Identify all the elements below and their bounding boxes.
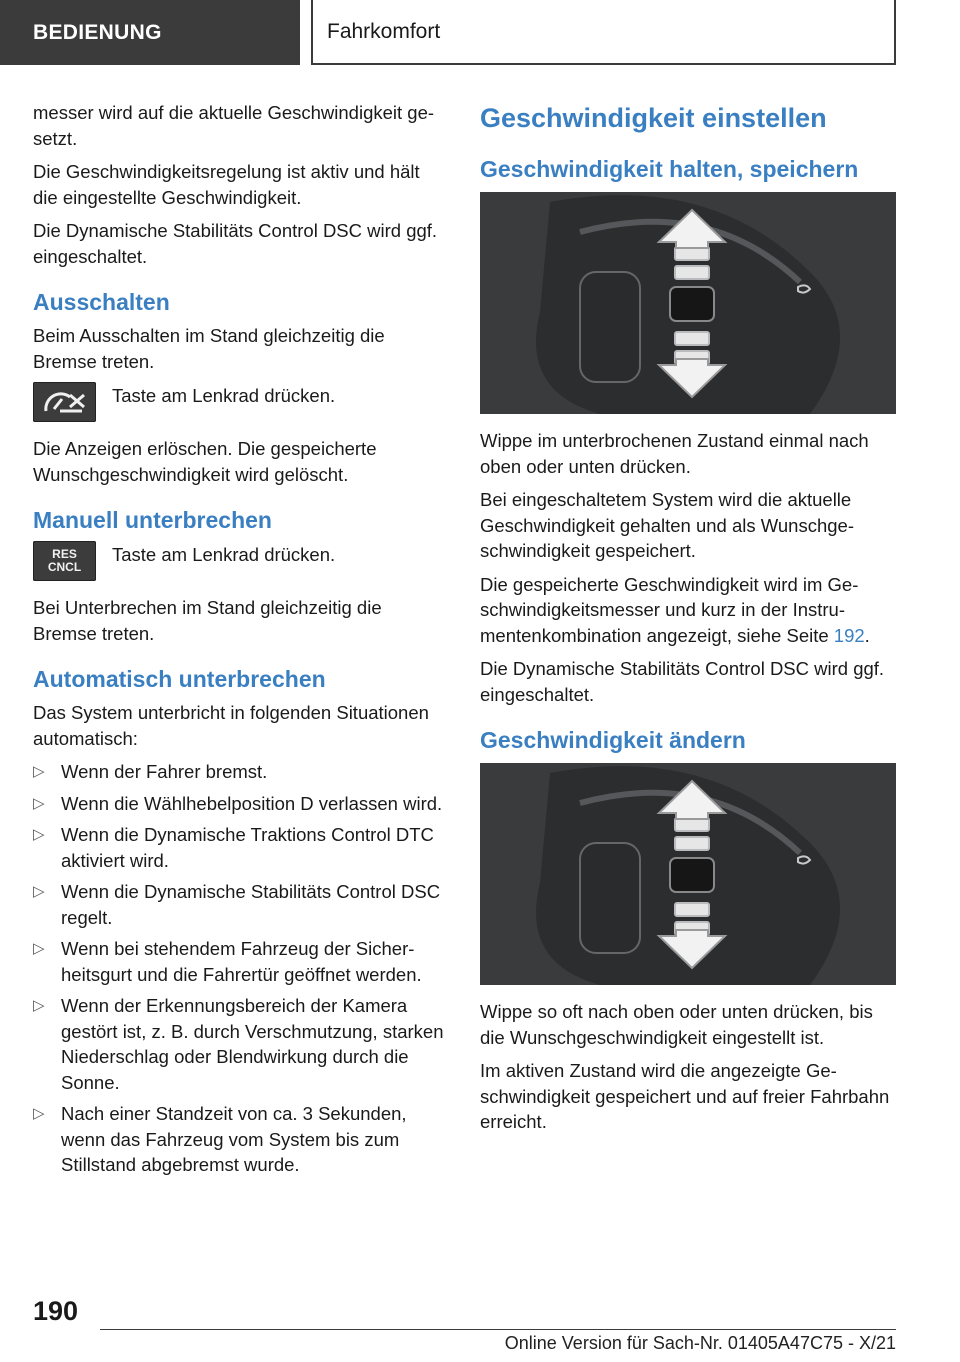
page-title: Geschwindigkeit einstellen <box>480 103 827 133</box>
bullet-triangle-icon: ▷ <box>33 794 45 812</box>
list-item-text: Wenn bei stehendem Fahrzeug der Sicherheitsgurt und die Fahrertür geöffnet werden. <box>61 938 422 985</box>
res-label: RES <box>52 547 77 561</box>
page-reference-link[interactable]: 192 <box>833 624 865 646</box>
cncl-label: CNCL <box>47 560 82 574</box>
chapter-header <box>311 0 896 65</box>
heading-halten: Geschwindigkeit halten, speichern <box>480 156 859 182</box>
list-item <box>33 759 446 785</box>
ausschalten-icon-row <box>33 382 446 422</box>
list-item-text: Wenn der Erkennungsbereich der Kamera gestört ist, z. B. durch Verschmutzung, starken Niederschlag oder Blendwirkung durch die Sonne. <box>61 995 444 1093</box>
manuell-icon-row <box>33 541 446 581</box>
heading-ausschalten: Ausschalten <box>33 289 170 315</box>
halten-paragraph-3-end: . <box>864 624 870 646</box>
footer-online-version: Online Version für Sach-Nr. 01405A47C75 - X/21 <box>504 1333 896 1353</box>
list-item <box>33 791 446 817</box>
ausschalten-icon-text: Taste am Lenkrad drücken. <box>112 385 336 406</box>
automatisch-paragraph-1: Das System unterbricht in folgenden Situationen automatisch: <box>33 702 429 749</box>
list-item <box>33 993 446 1095</box>
right-column <box>480 100 896 1143</box>
heading-aendern: Geschwindigkeit ändern <box>480 727 746 753</box>
list-item <box>33 936 446 987</box>
bullet-triangle-icon: ▷ <box>33 997 45 1014</box>
bullet-triangle-icon: ▷ <box>33 763 45 780</box>
list-item-text: Wenn die Wählhebelposition D verlassen wird. <box>61 792 443 814</box>
halten-paragraph-3-text: Die gespeicherte Geschwindigkeit wird im Geschwindigkeitsmesser und kurz in der Instrumentenkombination angezeigt, siehe Seite <box>480 573 859 646</box>
heading-automatisch: Automatisch unterbrechen <box>33 666 326 692</box>
list-item-text: Nach einer Standzeit von ca. 3 Sekunden, wenn das Fahrzeug vom System bis zum Stillstand abgebremst wurde. <box>61 1103 407 1175</box>
section-label: BEDIENUNG <box>33 20 162 44</box>
chapter-label: Fahrkomfort <box>327 19 441 43</box>
ausschalten-paragraph-1: Beim Ausschalten im Stand gleichzeitig die Bremse treten. <box>33 325 385 372</box>
list-item-text: Wenn die Dynamische Stabilitäts Control DSC regelt. <box>61 881 441 928</box>
section-tab <box>0 0 300 65</box>
bullet-triangle-icon: ▷ <box>33 883 45 900</box>
manuell-paragraph-1: Bei Unterbrechen im Stand gleichzeitig die Bremse treten. <box>33 597 382 644</box>
intro-paragraph-1: messer wird auf die aktuelle Geschwindigkeit gesetzt. <box>33 102 435 149</box>
ausschalten-paragraph-2: Die Anzeigen erlöschen. Die gespeicherte Wunschgeschwindigkeit wird gelöscht. <box>33 438 377 485</box>
bullet-triangle-icon: ▷ <box>33 826 45 843</box>
aendern-paragraph-1: Wippe so oft nach oben oder unten drücken, bis die Wunschgeschwindigkeit eingestellt ist. <box>480 1001 873 1048</box>
manuell-icon-text: Taste am Lenkrad drücken. <box>112 544 336 565</box>
list-item-text: Wenn der Fahrer bremst. <box>61 761 268 782</box>
halten-paragraph-1: Wippe im unterbrochenen Zustand einmal nach oben oder unten drücken. <box>480 430 869 477</box>
halten-paragraph-2: Bei eingeschaltetem System wird die aktuelle Geschwindigkeit gehalten und als Wunschgeschwindigkeit gespeichert. <box>480 489 855 561</box>
left-column <box>33 100 446 1184</box>
automatisch-list <box>33 759 446 1178</box>
list-item <box>33 879 446 930</box>
steering-wheel-rocker-image-2 <box>480 763 896 985</box>
bullet-triangle-icon: ▷ <box>33 940 45 957</box>
cruise-control-off-icon <box>33 382 96 422</box>
page-number: 190 <box>33 1296 79 1326</box>
halten-paragraph-4: Die Dynamische Stabilitäts Control DSC wird ggf. eingeschaltet. <box>480 658 885 705</box>
steering-wheel-rocker-image <box>480 192 896 414</box>
list-item <box>33 822 446 873</box>
list-item-text: Wenn die Dynamische Traktions Control DTC aktiviert wird. <box>61 824 434 871</box>
bullet-triangle-icon: ▷ <box>33 1105 45 1122</box>
heading-manuell: Manuell unterbrechen <box>33 507 272 533</box>
res-cncl-icon <box>33 541 96 581</box>
speedometer-cross-icon <box>40 387 90 417</box>
footer-divider <box>100 1329 896 1330</box>
aendern-paragraph-2: Im aktiven Zustand wird die angezeigte Geschwindigkeit gespeichert und auf freier Fahrbahn erreicht. <box>480 1060 890 1132</box>
halten-paragraph-3 <box>480 572 896 649</box>
intro-paragraph-3: Die Dynamische Stabilitäts Control DSC wird ggf. eingeschaltet. <box>33 220 438 267</box>
list-item <box>33 1101 446 1178</box>
intro-paragraph-2: Die Geschwindigkeitsregelung ist aktiv und hält die eingestellte Geschwindigkeit. <box>33 161 420 208</box>
